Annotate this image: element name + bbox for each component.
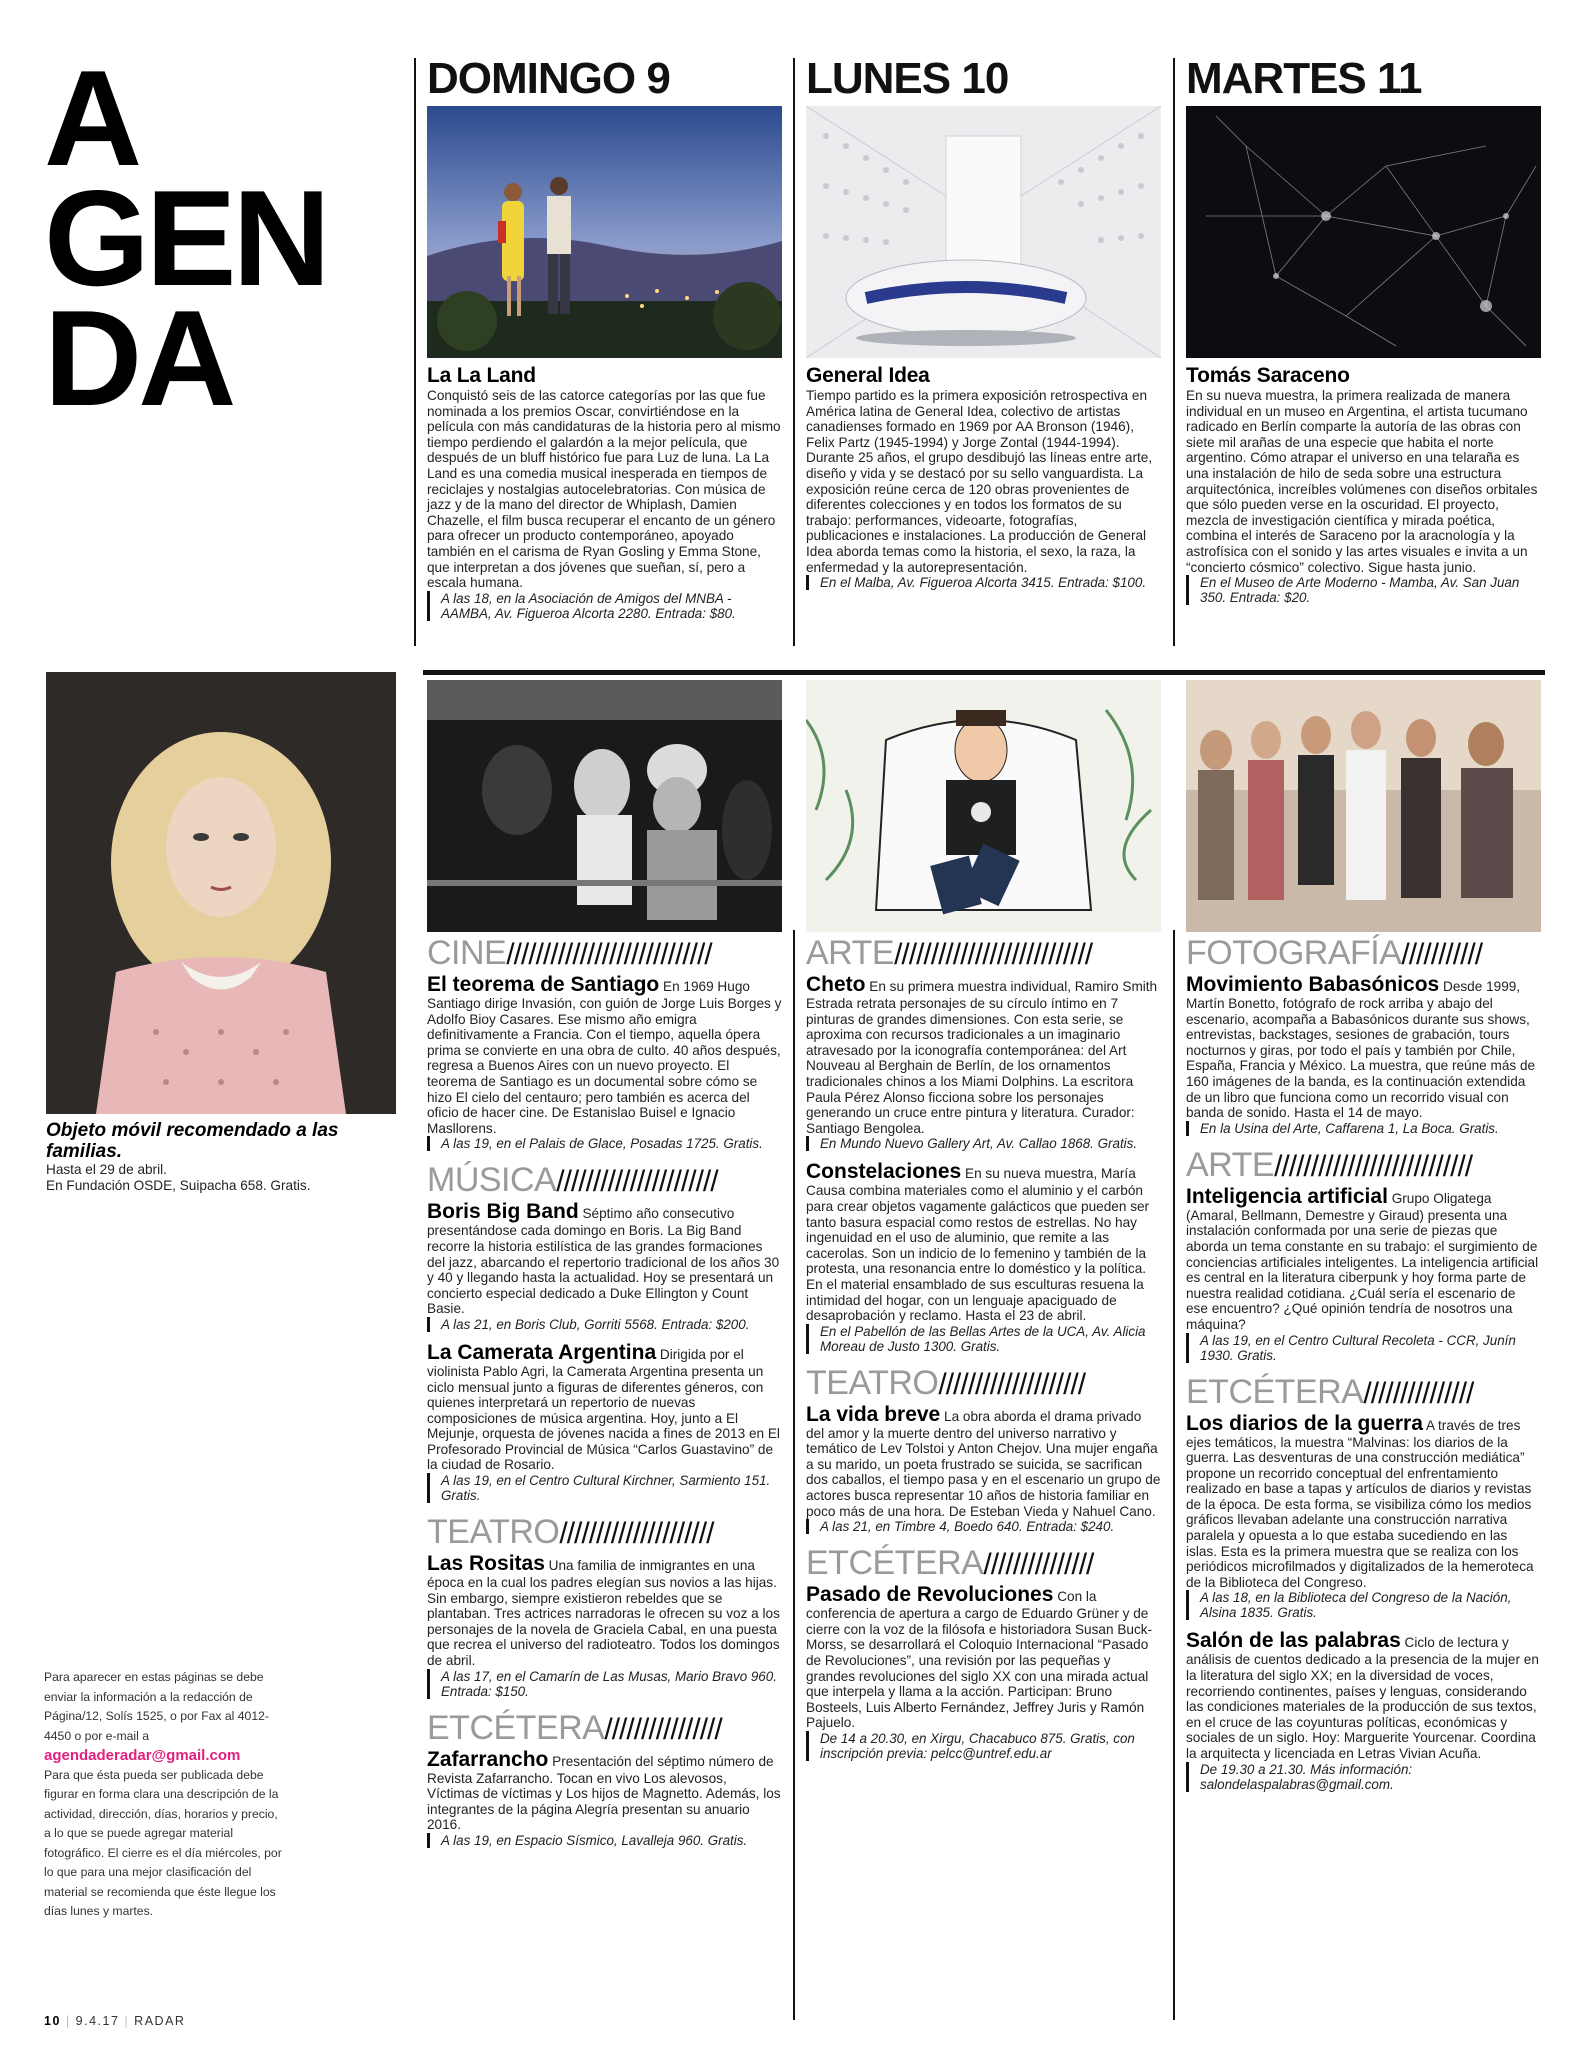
entry-info: A las 17, en el Camarín de Las Musas, Mario Bravo 960. Entrada: $150.	[427, 1669, 782, 1699]
section-label-etcetera: ETCÉTERA///////////////	[1186, 1372, 1474, 1411]
sidebar-caption	[46, 1120, 396, 1193]
divider-top-2	[793, 58, 795, 646]
photo-babasonicos	[1186, 680, 1541, 932]
entry-title: Los diarios de la guerra	[1186, 1411, 1423, 1435]
masthead-line-3: DA	[44, 282, 233, 434]
entry-info: A las 18, en la Asociación de Amigos del MNBA - AAMBA, Av. Figueroa Alcorta 2280. Entrada: $80.	[427, 591, 782, 621]
entry-body: En su nueva muestra, la primera realizada de manera individual en un museo en Argentina, el artista tucumano radicado en Berlín comparte la autoría de las obras con siete mil arañas de una especie que habita el norte argentino. Cómo atrapar el universo en una telaraña es una instalación de hilo de seda sobre una estructura arquitectónica, increíbles volúmenes con diseños orbitales que sólo pueden verse en la oscuridad. El proyecto, mezcla de investigación científica y mirada poética, combina el interés de Saraceno por la aracnología y la astrofísica con el sonido y las artes visuales e invita a un “concierto cósmico” colectivo. Sigue hasta junio.	[1186, 388, 1538, 575]
entry-body: Tiempo partido es la primera exposición retrospectiva en América latina de General Idea, colectivo de artistas canadienses formado en 1969 por AA Bronson (1946), Felix Partz (1945-1994) y Jorge Zontal (1944-1994). Durante 25 años, el grupo desdibujó las líneas entre arte, diseño y vida y se destacó por su sello vanguardista. La exposición reúne cerca de 120 obras provenientes de diferentes colecciones y en todos los formatos de su trabajo: performances, videoarte, fotografías, publicaciones e instalaciones. La producción de General Idea aborda temas como la historia, el sexo, la raza, la enfermedad y la autorepresentación.	[806, 388, 1153, 575]
section-label-arte: ARTE///////////////////////////	[1186, 1145, 1473, 1184]
entry-body: En su nueva muestra, María Causa combina materiales como el aluminio y el carbón para crear objetos vagamente galácticos que pueden ser tanto basura espacial como restos de estrellas. No hay ingenuidad en el uso de aluminio, que remite a las cacerolas. Son un indicio de lo femenino y también de la protesta, una resonancia entre lo doméstico y la política. En el material ensamblado de sus esculturas resuena la intimidad del hogar, con un lenguaje apaciguado de desaprobación y reclamo. Hasta el 23 de abril.	[806, 1166, 1150, 1324]
entry-title: La Camerata Argentina	[427, 1340, 657, 1364]
entry-title: General Idea	[806, 364, 930, 387]
entry-info: A las 21, en Boris Club, Gorriti 5568. Entrada: $200.	[427, 1317, 782, 1332]
entry-pasado-revoluciones	[806, 1584, 1161, 1761]
entry-salon-palabras	[1186, 1630, 1541, 1791]
photo-la-la-land	[427, 106, 782, 358]
entry-body: Presentación del séptimo número de Revista Zafarrancho. Tocan en vivo Los alevosos, Víctimas de víctimas y Los hijos de Magnetto. Además, los integrantes de la página Alegría presentan su anuario 2016.	[427, 1753, 781, 1833]
top-entry-general-idea	[806, 364, 1161, 590]
entry-title: Boris Big Band	[427, 1200, 579, 1224]
entry-info: En el Pabellón de las Bellas Artes de la UCA, Av. Alicia Moreau de Justo 1300. Gratis.	[806, 1324, 1161, 1354]
column-martes	[1186, 934, 1541, 1802]
day-header-domingo: DOMINGO 9	[427, 54, 670, 103]
entry-body: Dirigida por el violinista Pablo Agri, la Camerata Argentina presenta un ciclo mensual junto a figuras de diferentes géneros, con quienes interpretará un repertorio de nuevas composiciones de música argentina. Hoy, junto a El Mejunje, orquesta de jóvenes nacida a fines de 2013 en El Profesorado Provincial de Música “Carlos Guastavino” de la ciudad de Rosario.	[427, 1346, 780, 1473]
submission-note	[44, 1668, 284, 1922]
page-footer: 10 | 9.4.17 | RADAR	[44, 2014, 186, 2028]
column-lunes	[806, 934, 1161, 1771]
section-label-etcetera: ETCÉTERA////////////////	[427, 1708, 722, 1747]
entry-title: Movimiento Babasónicos	[1186, 973, 1440, 996]
photo-teorema-santiago	[427, 680, 782, 932]
caption-location: En Fundación OSDE, Suipacha 658. Gratis.	[46, 1177, 311, 1193]
column-domingo	[427, 934, 782, 1858]
entry-las-rositas	[427, 1553, 782, 1699]
photo-objeto-movil	[46, 672, 396, 1114]
divider-top-3	[1173, 58, 1175, 646]
entry-title: El teorema de Santiago	[427, 973, 660, 996]
photo-tomas-saraceno	[1186, 106, 1541, 358]
entry-body: Ciclo de lectura y análisis de cuentos dedicado a la presencia de la mujer en la literatura del siglo XX; en la diversidad de voces, recorriendo continentes, países y lenguas, considerando las condiciones materiales de la producción de sus textos, en el cruce de las coyunturas políticas, económicas y sociales de un siglo. Hoy: Marguerite Yourcenar. Coordina la arquitecta y licenciada en Letras Vivian Acuña.	[1186, 1635, 1539, 1761]
top-entry-la-la-land	[427, 364, 782, 621]
divider-top-1	[414, 58, 416, 646]
entry-title: Constelaciones	[806, 1160, 962, 1184]
top-entry-tomas-saraceno	[1186, 364, 1541, 605]
caption-title: Objeto móvil recomendado a las familias.	[46, 1120, 339, 1162]
entry-zafarrancho	[427, 1749, 782, 1848]
entry-la-vida-breve	[806, 1404, 1161, 1535]
entry-info: De 19.30 a 21.30. Más información: salondelaspalabras@gmail.com.	[1186, 1762, 1541, 1792]
entry-body: Una familia de inmigrantes en una época en la cual los padres elegían sus novios a las hijas. Sin embargo, siempre existieron rebeldes que se plantaban. Tres actrices narradoras le ofrecen su voz a los personajes de la novela de Graciela Cabal, en una puesta que recrea el universo del radioteatro. Todos los domingos de abril.	[427, 1558, 780, 1669]
entry-body: Desde 1999, Martín Bonetto, fotógrafo de rock arriba y abajo del escenario, acompaña a Babasónicos durante sus shows, entrevistas, backstages, sesiones de grabación, tours nocturnos y giras, por todo el país y también por Chile, España, Francia y México. La muestra, que reúne más de 160 imágenes de la banda, es la continuación extendida de un libro que funciona como un recorrido visual con banda de sonido. Hasta el 14 de mayo.	[1186, 979, 1536, 1121]
entry-title: Inteligencia artificial	[1186, 1184, 1388, 1208]
section-label-cine: CINE////////////////////////////	[427, 934, 712, 972]
entry-body: En 1969 Hugo Santiago dirige Invasión, con guión de Jorge Luis Borges y Adolfo Bioy Casares. Ese mismo año emigra definitivamente a Francia. Con el tiempo, aquella ópera prima se convierte en una obra de culto. 40 años después, regresa a Buenos Aires con un nuevo proyecto. El teorema de Santiago es un documental sobre cómo se hizo El cielo del centauro; pero también es acerca del oficio de hacer cine. De Estanislao Buisel e Ignacio Masllorens.	[427, 979, 782, 1136]
agenda-masthead	[44, 42, 327, 434]
entry-title: Salón de las palabras	[1186, 1629, 1401, 1653]
entry-info: A las 19, en Espacio Sísmico, Lavalleja 960. Gratis.	[427, 1833, 782, 1848]
section-label-etcetera: ETCÉTERA///////////////	[806, 1544, 1094, 1583]
photo-cheto	[806, 680, 1161, 932]
section-label-arte: ARTE///////////////////////////	[806, 934, 1093, 972]
section-label-teatro: TEATRO/////////////////////	[427, 1513, 714, 1552]
masthead-line-1: A	[44, 42, 139, 194]
entry-info: En Mundo Nuevo Gallery Art, Av. Callao 1868. Gratis.	[806, 1136, 1161, 1151]
entry-body: La obra aborda el drama privado del amor y la muerte dentro del universo narrativo y temático de Lev Tolstoi y Anton Chejov. Una mujer engaña a su marido, un poeta frustrado se suicida, se sacrifican dos caballos, el tiempo pasa y en el escenario un grupo de actores busca representar 10 años de historia familiar en poco más de una hora. De Esteban Vieda y Nahuel Cano.	[806, 1408, 1161, 1519]
day-header-lunes: LUNES 10	[806, 54, 1009, 103]
entry-title: La La Land	[427, 364, 536, 387]
entry-body: Con la conferencia de apertura a cargo de Eduardo Grüner y de cierre con la voz de la filósofa e historiadora Susan Buck-Morss, se desarrollará el Coloquio Internacional “Pasado de Revoluciones”, una revisión por las pequeñas y grandes revoluciones del siglo XX con una mirada actual que interpela y llama a la acción. Participan: Bruno Bosteels, Luis Alberto Fernández, Jeffrey Juris y Ramón Pajuelo.	[806, 1589, 1153, 1731]
section-label-fotografia: FOTOGRAFÍA///////////	[1186, 934, 1483, 972]
entry-info: En la Usina del Arte, Caffarena 1, La Boca. Gratis.	[1186, 1121, 1541, 1136]
entry-body: Grupo Oligatega (Amaral, Bellmann, Demestre y Giraud) presenta una instalación conformada por una serie de piezas que aborda un tema constante en su trabajo: el surgimiento de conciencias artificiales inteligentes. La inteligencia artificial es central en la literatura ciberpunk y hoy forma parte de nuestra realidad cotidiana. ¿Cuál sería el escenario de ese encuentro? ¿Qué opinión tendría de nosotros una máquina?	[1186, 1190, 1539, 1332]
entry-info: A las 19, en el Palais de Glace, Posadas 1725. Gratis.	[427, 1136, 782, 1151]
entry-title: Cheto	[806, 973, 866, 996]
entry-info: A las 19, en el Centro Cultural Recoleta - CCR, Junín 1930. Gratis.	[1186, 1333, 1541, 1363]
entry-movimiento-babasonicos	[1186, 974, 1541, 1136]
section-label-musica: MÚSICA//////////////////////	[427, 1161, 718, 1200]
day-header-martes: MARTES 11	[1186, 54, 1422, 103]
entry-info: En el Museo de Arte Moderno - Mamba, Av. San Juan 350. Entrada: $20.	[1186, 575, 1541, 605]
entry-title: Las Rositas	[427, 1552, 545, 1576]
entry-cheto	[806, 974, 1161, 1151]
entry-body: Séptimo año consecutivo presentándose cada domingo en Boris. La Big Band recorre la historia estilística de las grandes formaciones del jazz, abarcando el repertorio tradicional de los años 30 y 40 y llegando hasta la actualidad. Hoy se presentará un concierto especial dedicado a Duke Ellington y Count Basie.	[427, 1206, 780, 1317]
entry-teorema-santiago	[427, 974, 782, 1151]
note-intro: Para aparecer en estas páginas se debe enviar la información a la redacción de Página/12, Solís 1525, o por Fax al 4012-4450 o por e-mail a	[44, 1670, 269, 1743]
entry-body: En su primera muestra individual, Ramiro Smith Estrada retrata personajes de su círculo íntimo en 7 pinturas de grandes dimensiones. Con esta serie, se aproxima con recursos tradicionales a un imaginario atravesado por la iconografía contemporánea: del Art Nouveau al Berghain de Berlín, de los ornamentos tradicionales chinos a los Miami Dolphins. La escritora Paula Pérez Alonso ficciona sobre los personajes generando un cruce entre pintura y literatura. Curador: Santiago Bengolea.	[806, 979, 1158, 1136]
issue-date: 9.4.17	[75, 2014, 120, 2028]
entry-title: Tomás Saraceno	[1186, 364, 1350, 387]
note-instructions: Para que ésta pueda ser publicada debe figurar en forma clara una descripción de la actividad, dirección, días, horarios y precio, a lo que se puede agregar material fotográfico. El cierre es el día miércoles, por lo que para una mejor clasificación del material se recomienda que éste llegue los días lunes y martes.	[44, 1767, 282, 1918]
section-label-teatro: TEATRO////////////////////	[806, 1363, 1086, 1402]
entry-inteligencia-artificial	[1186, 1186, 1541, 1363]
entry-info: En el Malba, Av. Figueroa Alcorta 3415. Entrada: $100.	[806, 575, 1161, 590]
divider-bottom-1	[793, 930, 795, 2020]
section-rule	[423, 670, 1545, 675]
photo-general-idea	[806, 106, 1161, 358]
entry-info: A las 21, en Timbre 4, Boedo 640. Entrada: $240.	[806, 1519, 1161, 1534]
contact-email[interactable]: agendaderadar@gmail.com	[44, 1747, 241, 1764]
entry-diarios-guerra	[1186, 1413, 1541, 1621]
entry-info: De 14 a 20.30, en Xirgu, Chacabuco 875. Gratis, con inscripción previa: pelcc@untref.edu.ar	[806, 1731, 1161, 1761]
entry-title: La vida breve	[806, 1402, 941, 1426]
divider-bottom-2	[1173, 930, 1175, 2020]
masthead-line-2: GEN	[44, 162, 327, 314]
entry-body: A través de tres ejes temáticos, la muestra “Malvinas: los diarios de la guerra. Las desventuras de una construcción mediática” propone un recorrido conceptual del enfrentamiento realizado en base a tapas y artículos de diarios y revistas de la época. De esta forma, se visibiliza cómo los medios gráficos llevaban adelante una construcción narrativa paralela y opuesta a lo que estaba sucediendo en las islas. Esta es la primera muestra que se realiza con los periódicos microfilmados y digitalizados de la hemeroteca de la Biblioteca del Congreso.	[1186, 1417, 1534, 1590]
entry-body: Conquistó seis de las catorce categorías por las que fue nominada a los premios Oscar, convirtiéndose en la película con más candidaturas de la historia pero al mismo tiempo perdiendo el galardón a la mejor película, que después de un bluff histórico fue para Luz de luna. La La Land es una comedia musical inesperada en tiempos de reciclajes y nostalgias autocelebratorias. Con música de jazz y de la mano del director de Whiplash, Damien Chazelle, el film busca recuperar el encanto de un género para ofrecer un producto contemporáneo, apoyado también en el carisma de Ryan Gosling y Emma Stone, que interpretan a dos jóvenes que sueñan, sí, pero a escala humana.	[427, 388, 781, 591]
caption-dates: Hasta el 29 de abril.	[46, 1162, 167, 1177]
entry-boris-big-band	[427, 1201, 782, 1332]
entry-title: Zafarrancho	[427, 1747, 549, 1771]
entry-title: Pasado de Revoluciones	[806, 1583, 1054, 1607]
entry-info: A las 18, en la Biblioteca del Congreso de la Nación, Alsina 1835. Gratis.	[1186, 1590, 1541, 1620]
page-number: 10	[44, 2014, 61, 2028]
entry-camerata-argentina	[427, 1342, 782, 1503]
entry-info: A las 19, en el Centro Cultural Kirchner, Sarmiento 151. Gratis.	[427, 1473, 782, 1503]
publication-section: RADAR	[134, 2014, 186, 2028]
entry-constelaciones	[806, 1161, 1161, 1353]
